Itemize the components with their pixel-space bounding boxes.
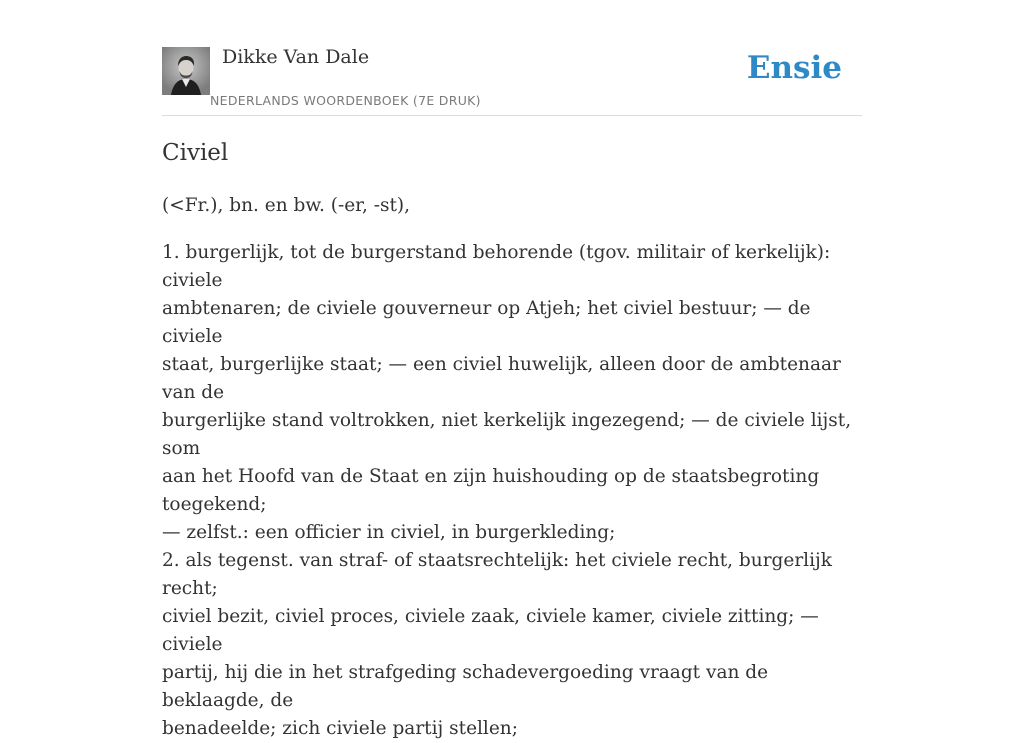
definition-line: aan het Hoofd van de Staat en zijn huishouding op de staatsbegroting toegekend; bbox=[162, 466, 820, 515]
dictionary-subtitle[interactable]: NEDERLANDS WOORDENBOEK (7E DRUK) bbox=[210, 93, 481, 108]
definition-line: ambtenaren; de civiele gouverneur op Atjeh; het civiel bestuur; — de civiele bbox=[162, 298, 811, 347]
entry-intro: (<Fr.), bn. en bw. (-er, -st), bbox=[162, 195, 410, 216]
definition-line: — zelfst.: een officier in civiel, in burgerkleding; bbox=[162, 522, 616, 543]
header bbox=[162, 0, 862, 116]
definition-line: 2. als tegenst. van straf- of staatsrechtelijk: het civiele recht, burgerlijk recht; bbox=[162, 550, 832, 599]
definition-line: partij, hij die in het strafgeding schadevergoeding vraagt van de beklaagde, de bbox=[162, 662, 769, 711]
definition-line: burgerlijke stand voltrokken, niet kerkelijk ingezegend; — de civiele lijst, som bbox=[162, 410, 852, 459]
definition-line: benadeelde; zich civiele partij stellen; bbox=[162, 718, 518, 739]
entry-title: Civiel bbox=[162, 140, 229, 166]
author-avatar[interactable] bbox=[162, 47, 210, 95]
definition-line: staat, burgerlijke staat; — een civiel huwelijk, alleen door de ambtenaar van de bbox=[162, 354, 841, 403]
portrait-avatar-icon bbox=[162, 47, 210, 95]
entry-definition bbox=[162, 239, 866, 743]
brand-logo[interactable]: Ensie bbox=[746, 50, 842, 86]
definition-line: 1. burgerlijk, tot de burgerstand behorende (tgov. militair of kerkelijk): civiele bbox=[162, 242, 831, 291]
entry-content bbox=[162, 192, 866, 743]
author-name[interactable]: Dikke Van Dale bbox=[222, 46, 370, 68]
definition-line: civiel bezit, civiel proces, civiele zaak, civiele kamer, civiele zitting; — civiele bbox=[162, 606, 819, 655]
